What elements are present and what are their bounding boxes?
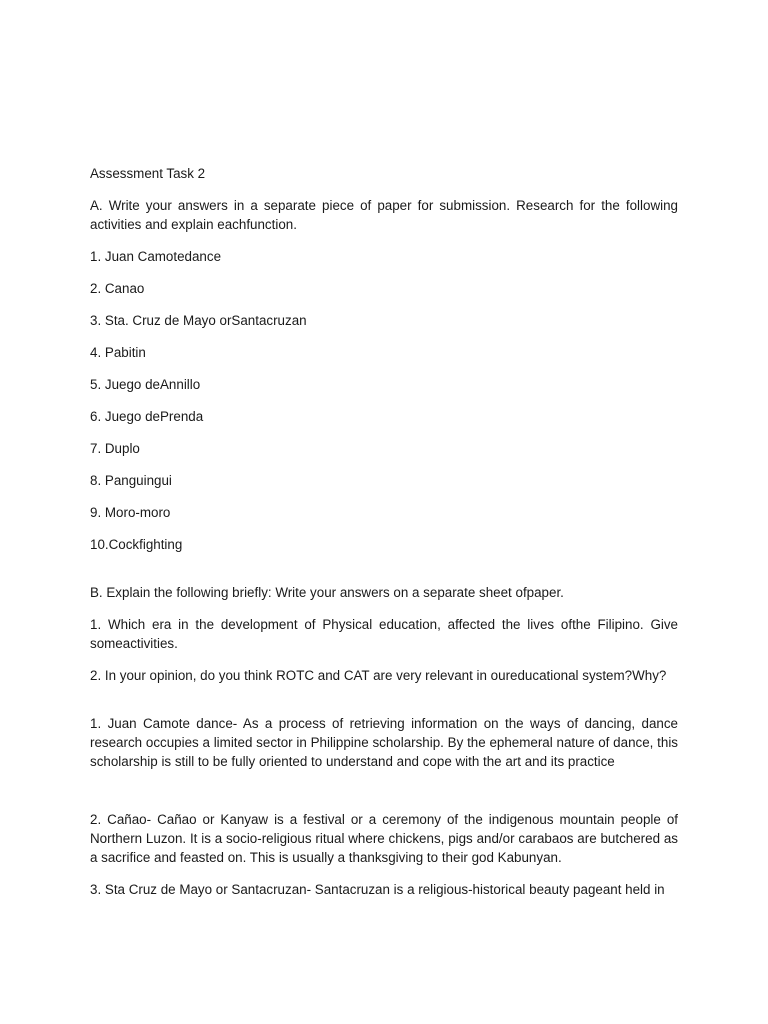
list-item: 8. Panguingui (90, 473, 172, 488)
list-item: 4. Pabitin (90, 345, 146, 360)
section-b-instruction: B. Explain the following briefly: Write your answers on a separate sheet ofpaper. (90, 585, 564, 600)
list-item: 1. Juan Camotedance (90, 249, 222, 264)
list-item: 5. Juego deAnnillo (90, 377, 201, 392)
document-title: Assessment Task 2 (90, 166, 206, 181)
answer-paragraph: 2. Cañao- Cañao or Kanyaw is a festival or a ceremony of the indigenous mountain people of Northern Luzon. It is a socio-religious ritual where chickens, pigs and/or carabaos are butchered as a sacrifice and feasted on. This is usually a thanksgiving to their god Kabunyan. (90, 812, 678, 865)
answer-paragraph: 3. Sta Cruz de Mayo or Santacruzan- Santacruzan is a religious-historical beauty pageant held in (90, 882, 665, 897)
list-item: 7. Duplo (90, 441, 140, 456)
list-item: 9. Moro-moro (90, 505, 171, 520)
document-page (90, 164, 678, 912)
section-a-instruction: A. Write your answers in a separate piece of paper for submission. Research for the following activities and explain eachfunction. (90, 198, 678, 232)
list-item: 6. Juego dePrenda (90, 409, 204, 424)
list-item: 3. Sta. Cruz de Mayo orSantacruzan (90, 313, 307, 328)
answer-paragraph: 1. Juan Camote dance- As a process of retrieving information on the ways of dancing, dance research occupies a limited sector in Philippine scholarship. By the ephemeral nature of dance, this scholarship is still to be fully oriented to understand and cope with the art and its practice (90, 716, 678, 769)
question-item: 2. In your opinion, do you think ROTC and CAT are very relevant in oureducational system?Why? (90, 668, 667, 683)
section-a-list (90, 247, 678, 554)
list-item: 10.Cockfighting (90, 537, 183, 552)
question-item: 1. Which era in the development of Physical education, affected the lives ofthe Filipino. Give someactivities. (90, 617, 678, 651)
list-item: 2. Canao (90, 281, 145, 296)
